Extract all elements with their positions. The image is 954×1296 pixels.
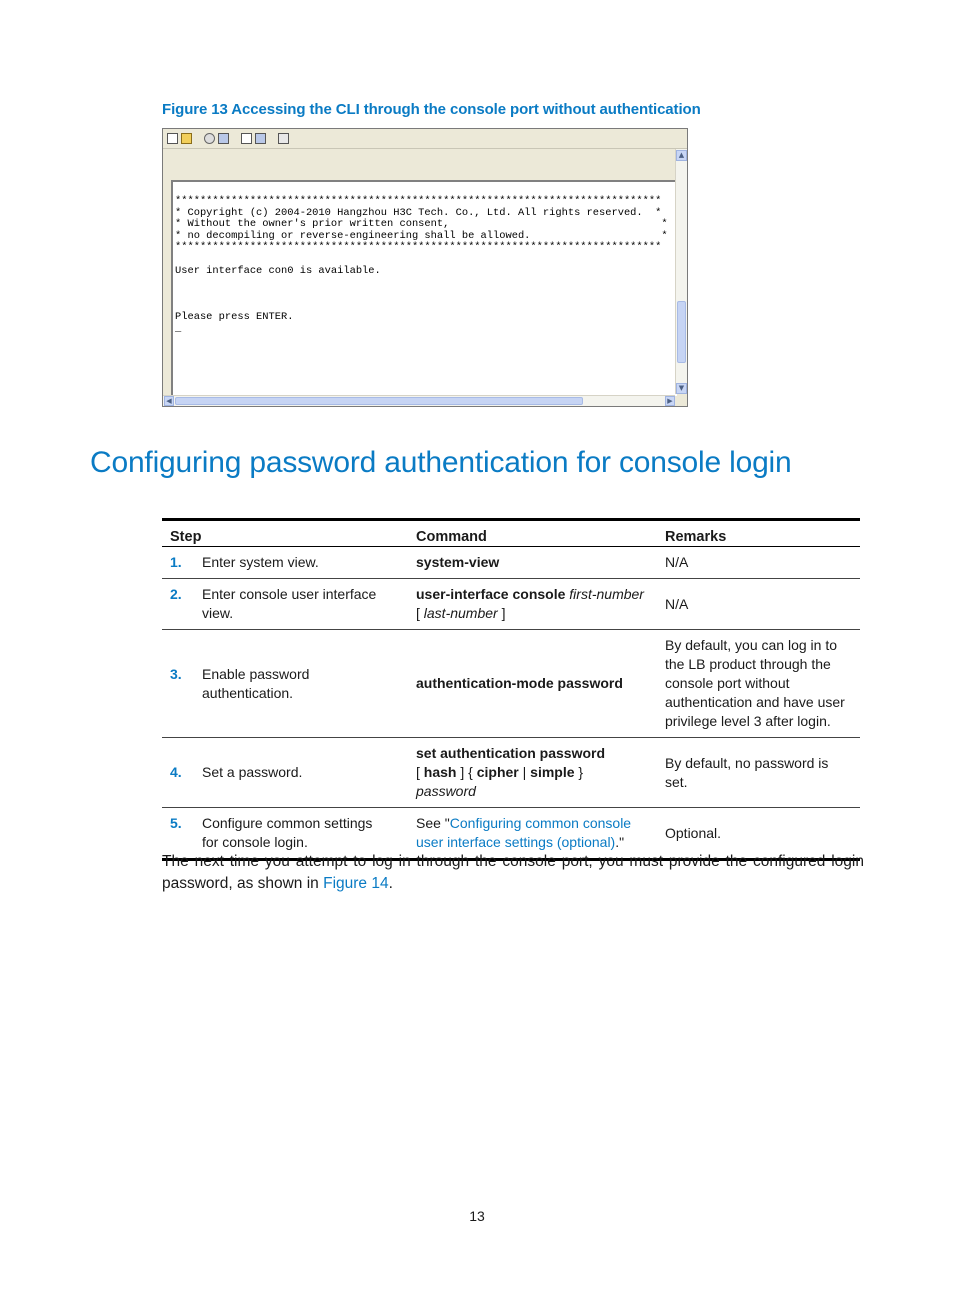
- command-cell: [408, 579, 657, 630]
- command-cell: [408, 630, 657, 738]
- step-label: Enter console user interface view.: [202, 586, 377, 621]
- step-number: 2.: [170, 586, 182, 602]
- section-title: Configuring password authentication for console login: [90, 446, 792, 479]
- command-keyword: authentication-mode password: [416, 675, 623, 691]
- terminal-band: [163, 149, 675, 175]
- command-arg: last-number: [423, 605, 498, 621]
- command-separator: |: [522, 764, 527, 780]
- remarks-cell: N/A: [657, 547, 860, 579]
- remarks-cell: By default, you can log in to the LB product through the console port without authentication and have user privilege level 3 after login.: [657, 630, 860, 738]
- command-separator: ] {: [460, 764, 473, 780]
- open-folder-icon[interactable]: [181, 133, 192, 144]
- command-option-simple: simple: [530, 764, 575, 780]
- step-number: 3.: [170, 665, 182, 682]
- step-label: Enable password authentication.: [202, 665, 310, 701]
- step-cell: [162, 738, 408, 808]
- step-number: 5.: [170, 815, 182, 831]
- figure-14-link[interactable]: Figure 14: [323, 874, 389, 892]
- step-cell: [162, 579, 408, 630]
- scroll-up-icon[interactable]: ▲: [676, 150, 687, 161]
- command-arg: password: [416, 783, 476, 799]
- scroll-thumb[interactable]: [677, 301, 686, 363]
- step-label: Enter system view.: [202, 554, 319, 570]
- step-label: Configure common settings for console login.: [202, 815, 373, 850]
- command-arg: first-number: [569, 586, 644, 602]
- command-prefix: See ": [416, 815, 450, 831]
- command-cell: [408, 547, 657, 579]
- table-row: [162, 547, 860, 579]
- table-row: [162, 738, 860, 808]
- table-row: [162, 630, 860, 738]
- bracket-open: [: [416, 605, 420, 621]
- figure-caption: Figure 13 Accessing the CLI through the console port without authentication: [162, 101, 701, 118]
- terminal-screen[interactable]: [171, 180, 677, 396]
- command-option-cipher: cipher: [476, 764, 519, 780]
- bracket-open: [: [416, 764, 420, 780]
- terminal-output: ****************************************************************************** * Copyright (c) 2004-2010 Hangzhou H3C Tech. Co., Ltd. All rights reserved. * * Without the owner's prior written consent, * * no decompiling or reverse-engineering shall be allowed. * ****************************************************************************** User interface con0 is available. Please press ENTER. _: [175, 195, 668, 335]
- command-keyword: user-interface console: [416, 586, 566, 602]
- connect-icon[interactable]: [218, 133, 229, 144]
- table-row: [162, 579, 860, 630]
- terminal-toolbar: [163, 129, 687, 149]
- command-keyword: system-view: [416, 554, 500, 570]
- new-file-icon[interactable]: [167, 133, 178, 144]
- paragraph-text: The next time you attempt to log in through the console port, you must provide the configured login password, as shown in: [162, 853, 864, 892]
- table-header-row: [162, 520, 860, 547]
- body-paragraph: [162, 851, 864, 894]
- step-number: 4.: [170, 764, 182, 780]
- header-command: Command: [408, 520, 657, 547]
- horizontal-scroll-thumb[interactable]: [175, 397, 583, 405]
- header-remarks: Remarks: [657, 520, 860, 547]
- step-label: Set a password.: [202, 764, 303, 780]
- vertical-scrollbar[interactable]: [675, 149, 687, 394]
- page-number: 13: [469, 1208, 485, 1224]
- paragraph-end: .: [388, 874, 393, 892]
- steps-table: [162, 518, 860, 861]
- command-option-hash: hash: [423, 764, 457, 780]
- step-cell: [162, 630, 408, 738]
- terminal-window: [162, 128, 688, 407]
- bracket-close: ]: [501, 605, 506, 621]
- step-cell: [162, 547, 408, 579]
- remarks-cell: By default, no password is set.: [657, 738, 860, 808]
- horizontal-scrollbar[interactable]: [163, 395, 675, 406]
- properties-icon[interactable]: [278, 133, 289, 144]
- remarks-cell: Optional.: [665, 824, 722, 841]
- disconnect-icon[interactable]: [204, 133, 215, 144]
- header-step: Step: [162, 520, 408, 547]
- remarks-cell: N/A: [657, 579, 860, 630]
- step-number: 1.: [170, 554, 182, 570]
- common-settings-link[interactable]: Configuring common console user interface settings (optional): [416, 815, 632, 850]
- command-suffix: .": [615, 834, 625, 850]
- copy-icon[interactable]: [241, 133, 252, 144]
- scroll-down-icon[interactable]: ▼: [676, 383, 687, 394]
- scroll-right-icon[interactable]: ▶: [665, 396, 675, 406]
- command-cell: [408, 738, 657, 808]
- paste-icon[interactable]: [255, 133, 266, 144]
- brace-close: }: [578, 764, 584, 780]
- scroll-left-icon[interactable]: ◀: [164, 396, 174, 406]
- command-keyword: set authentication password: [416, 745, 606, 761]
